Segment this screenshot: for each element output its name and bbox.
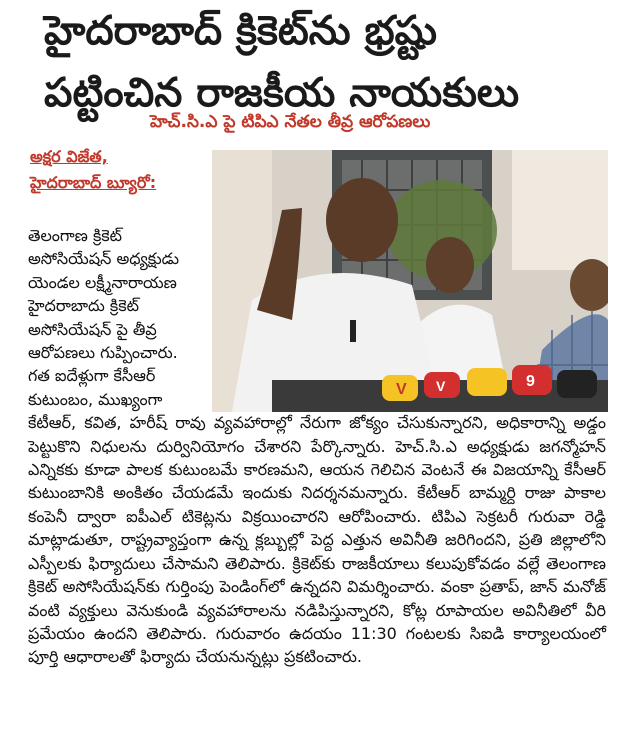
mic-label-1: V [396, 381, 407, 398]
body-line: ఆరోపణలు గుప్పించారు. [28, 343, 178, 363]
body-line: యెండల లక్ష్మీనారాయణ [28, 272, 177, 292]
body-line: హైదరాబాదు క్రికెట్ [28, 296, 139, 316]
subheadline: హెచ్.సి.ఎ పై టిపిఎ నేతల తీవ్ర ఆరోపణలు [150, 112, 431, 132]
headline [44, 0, 604, 124]
body-paragraph: కేటీఆర్, కవిత, హరీష్ రావు వ్యవహారాల్లో నేరుగా జోక్యం చేసుకున్నారని, అధికారాన్ని అడ్డం పెట్టుకొని నిధులను దుర్వినియోగం చేశారని పేర్కొన్నారు. హెచ్.సి.ఎ అధ్యక్షుడు జగన్మోహన్ ఎన్నికకు కూడా పాలక కుటుంబమే కారణమని, ఆయన గెలిచిన వెంటనే ఈ విజయాన్ని కేసీఆర్ కుటుంబానికి అంకితం చేయడమే ఇందుకు నిదర్శనమన్నారు. కేటీఆర్ బామ్మర్ది రాజు పాకాల కంపెనీ ద్వారా ఐపీఎల్ టికెట్లను విక్రయించారని ఆరోపించారు. టిపిఎ సెక్రటరీ గురువా రెడ్డి మాట్లాడుతూ, రాష్ట్రవ్యాప్తంగా ఉన్న క్లబ్బుల్లో పెద్ద ఎత్తున అవినీతి జరిగిందని, ప్రతి జిల్లాలోని ఎస్పీలకు ఫిర్యాదులు చేసామని తెలిపారు. క్రికెట్‌కు రాజకీయాలు కలుపుకోవడం వల్లే తెలంగాణ క్రికెట్ అసోసియేషన్‌కు గుర్తింపు పెండింగ్‌లో ఉన్నదని విమర్శించారు. వంకా ప్రతాప్, జాన్ మనోజ్ వంటి వ్యక్తులు వెనుకుండి వ్యవహారాలను నడిపిస్తున్నారని, కోట్ల రూపాయల అవినీతిలో వీరి ప్రమేయం ఉందని తెలిపారు. గురువారం ఉదయం 11:30 గంటలకు సిఐడి కార్యాలయంలో పూర్తి ఆధారాలతో ఫిర్యాదు చేయనున్నట్లు ప్రకటించారు. [28, 413, 606, 667]
mic-label-3: 9 [526, 373, 535, 390]
headline-line-2: పట్టించిన రాజకీయ నాయకులు [44, 70, 520, 116]
article-body [28, 224, 606, 669]
headline-line-1: హైదరాబాద్ క్రికెట్‌ను భ్రష్టు [44, 8, 437, 54]
body-full-width [28, 411, 606, 668]
body-line: కుటుంబం, ముఖ్యంగా [28, 389, 163, 409]
body-line: తెలంగాణ క్రికెట్ [28, 226, 122, 245]
body-line: గత ఐదేళ్లుగా కేసీఆర్ [28, 366, 156, 386]
byline-name: అక్షర విజేత, [30, 147, 108, 166]
body-line: అసోసియేషన్ పై తీవ్ర [28, 319, 157, 339]
mic-label-2: V [436, 378, 446, 394]
byline [30, 144, 156, 196]
body-line: అసోసియేషన్ అధ్యక్షుడు [28, 249, 180, 269]
byline-bureau: హైదరాబాద్ బ్యూరో: [30, 173, 157, 192]
body-narrow-column [28, 224, 206, 411]
